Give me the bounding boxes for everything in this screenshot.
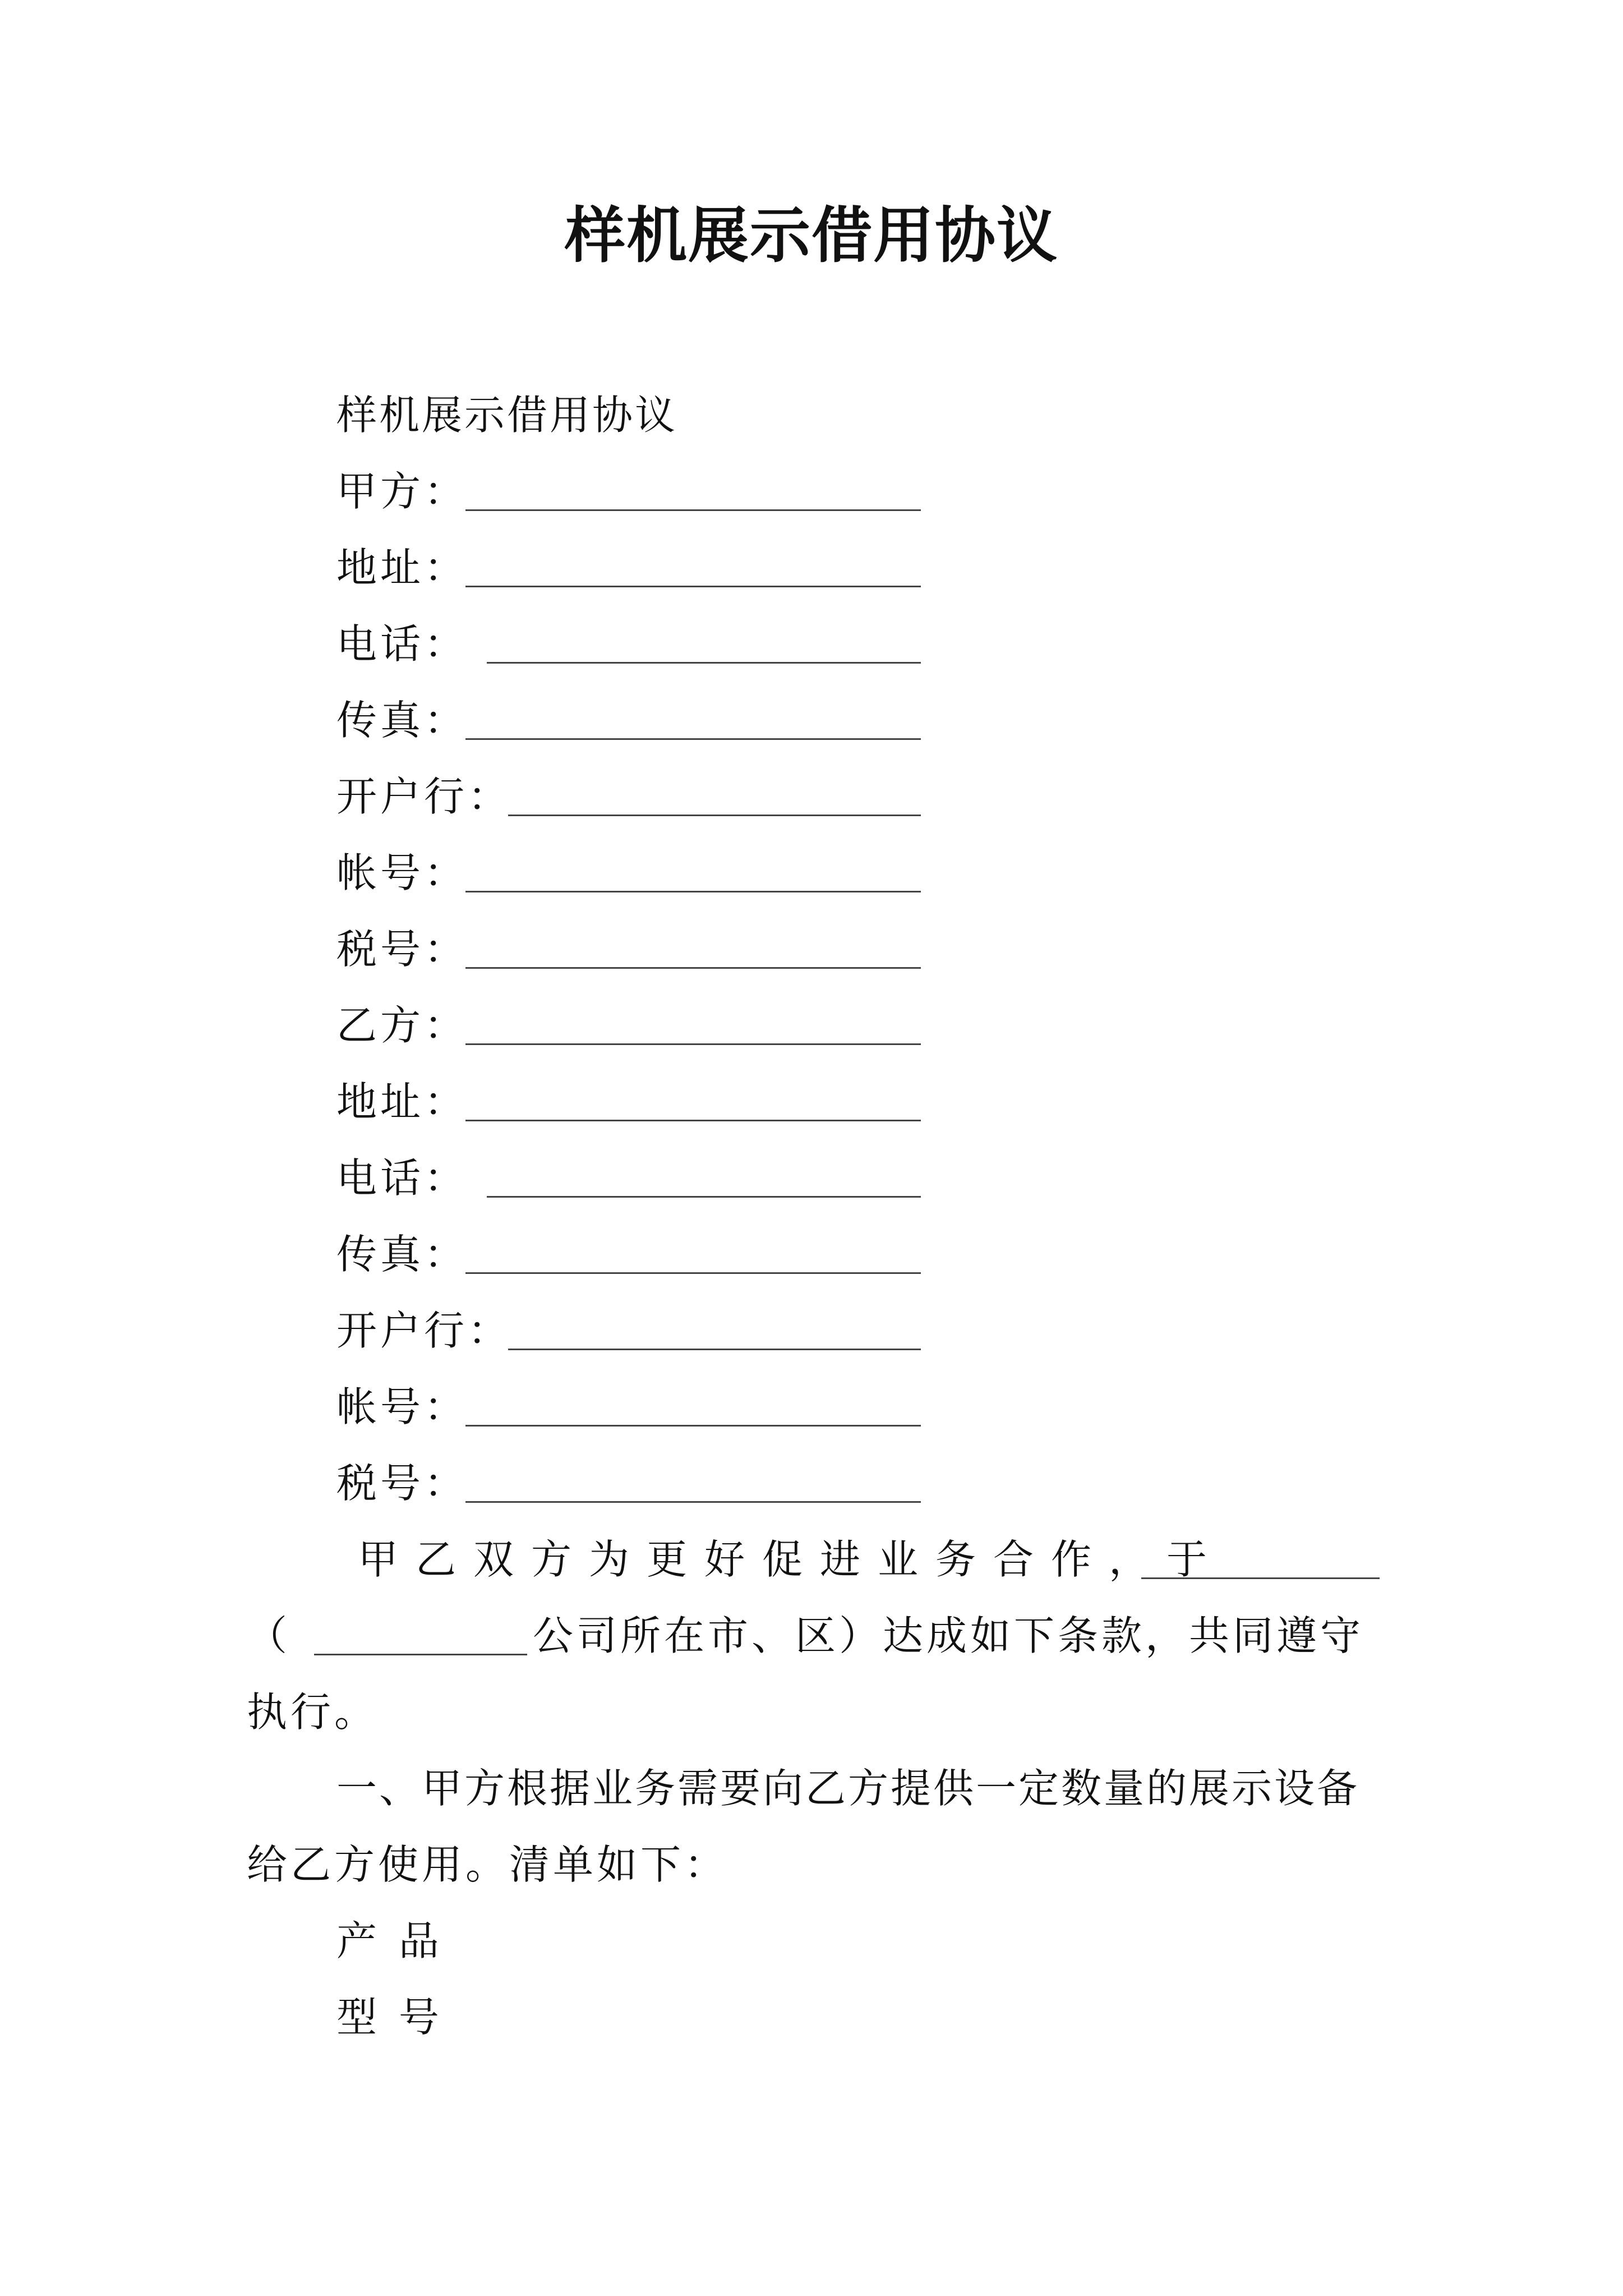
intro-line-2-rest <box>533 1608 1364 1664</box>
party-b-bank-field <box>336 1303 953 1359</box>
intro-open-paren: （ <box>247 1612 288 1659</box>
party-b-name-blank[interactable] <box>465 1043 921 1045</box>
party-a-tax-blank[interactable] <box>465 967 921 969</box>
clause-1-line-2 <box>247 1837 728 1893</box>
intro-date-blank[interactable] <box>1141 1577 1380 1579</box>
party-a-bank-field <box>336 769 953 825</box>
party-b-address-label: 地址： <box>336 1078 468 1125</box>
intro-line-2 <box>247 1608 287 1664</box>
party-b-phone-label: 电话： <box>336 1154 468 1202</box>
party-b-tax-label: 税号： <box>336 1460 468 1507</box>
party-b-fax-label: 传真： <box>336 1231 468 1278</box>
party-b-address-blank[interactable] <box>465 1120 921 1121</box>
party-a-tax-label: 税号： <box>336 926 468 973</box>
party-a-name-label: 甲方： <box>336 468 468 515</box>
list-item-product <box>336 1913 444 1969</box>
intro-line-1 <box>358 1531 1224 1588</box>
party-b-phone-field <box>336 1150 953 1206</box>
party-b-account-blank[interactable] <box>465 1425 921 1427</box>
party-b-bank-label: 开户行： <box>336 1307 512 1354</box>
party-a-account-label: 帐号： <box>336 849 468 896</box>
party-b-address-field <box>336 1074 953 1130</box>
party-a-tax-field <box>336 921 953 977</box>
party-b-account-field <box>336 1379 953 1435</box>
intro-line-3 <box>247 1684 378 1740</box>
party-a-bank-blank[interactable] <box>508 815 921 816</box>
party-b-name-field <box>336 997 953 1053</box>
intro-line-1-text: 甲乙双方为更好促进业务合作，于 <box>358 1536 1225 1583</box>
list-model-label: 型 号 <box>336 1994 444 2041</box>
party-a-phone-blank[interactable] <box>487 662 921 664</box>
party-a-phone-field <box>336 616 953 672</box>
intro-line-3-text: 执行。 <box>247 1688 379 1736</box>
intro-location-blank[interactable] <box>314 1654 527 1655</box>
party-b-fax-blank[interactable] <box>465 1272 921 1274</box>
party-a-name-field <box>336 463 953 519</box>
party-a-address-blank[interactable] <box>465 586 921 587</box>
list-product-label: 产 品 <box>336 1917 444 1964</box>
party-b-phone-blank[interactable] <box>487 1196 921 1198</box>
party-a-address-label: 地址： <box>336 544 468 591</box>
party-a-account-field <box>336 845 953 901</box>
party-b-tax-field <box>336 1455 953 1511</box>
party-a-address-field <box>336 540 953 596</box>
clause-1-line-1 <box>336 1760 1359 1816</box>
party-a-fax-field <box>336 692 953 748</box>
party-a-account-blank[interactable] <box>465 891 921 892</box>
document-title: 样机展示借用协议 <box>564 200 1058 271</box>
clause-1-line-2-text: 给乙方使用。清单如下： <box>247 1841 728 1888</box>
party-a-name-blank[interactable] <box>465 509 921 511</box>
party-b-tax-blank[interactable] <box>465 1501 921 1503</box>
party-a-fax-label: 传真： <box>336 697 468 744</box>
intro-line-2-text: 公司所在市、区）达成如下条款，共同遵守 <box>533 1612 1364 1659</box>
list-item-model <box>336 1989 444 2045</box>
party-a-bank-label: 开户行： <box>336 773 512 820</box>
party-a-phone-label: 电话： <box>336 620 468 668</box>
party-b-account-label: 帐号： <box>336 1383 468 1430</box>
clause-1-line-1-text: 一、甲方根据业务需要向乙方提供一定数量的展示设备 <box>336 1765 1360 1812</box>
party-b-fax-field <box>336 1226 953 1282</box>
party-b-name-label: 乙方： <box>336 1002 468 1049</box>
document-subtitle: 样机展示借用协议 <box>336 392 678 439</box>
party-a-fax-blank[interactable] <box>465 738 921 740</box>
party-b-bank-blank[interactable] <box>508 1349 921 1350</box>
